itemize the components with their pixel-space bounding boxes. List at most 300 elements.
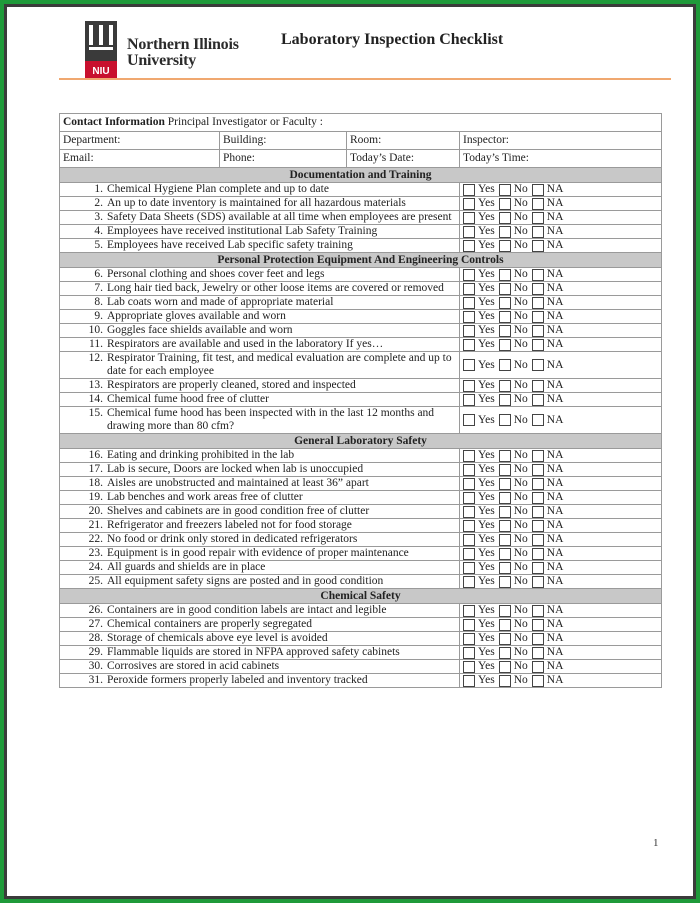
checkbox-yes[interactable] [463,633,475,645]
checkbox-no[interactable] [499,576,511,588]
answer-no-option[interactable] [499,491,528,504]
inspector-field[interactable] [460,132,662,150]
answer-na-option[interactable] [532,674,564,687]
section-header-row [60,253,662,268]
answer-no-option[interactable] [499,324,528,337]
option-label: No [513,618,528,630]
answer-yes-option[interactable] [463,414,495,427]
option-label: No [513,533,528,545]
checkbox-no[interactable] [499,450,511,462]
checkbox-yes[interactable] [463,492,475,504]
item-text: Peroxide formers properly labeled and inventory tracked [107,674,368,686]
option-label: NA [546,225,564,237]
answer-yes-option[interactable] [463,338,495,351]
item-number: 8. [94,296,103,308]
checkbox-yes[interactable] [463,548,475,560]
question-cell [60,296,460,310]
answer-yes-option[interactable] [463,183,495,196]
contact-cell[interactable] [60,114,662,132]
checkbox-na[interactable] [532,359,544,371]
option-label: Yes [478,324,495,336]
checkbox-no[interactable] [499,339,511,351]
answer-na-option[interactable] [532,197,564,210]
answer-yes-option[interactable] [463,505,495,518]
answer-no-option[interactable] [499,282,528,295]
answer-no-option[interactable] [499,296,528,309]
option-label: No [513,239,528,251]
option-label: NA [546,463,564,475]
item-text: An up to date inventory is maintained for all hazardous materials [107,197,406,209]
answer-yes-option[interactable] [463,225,495,238]
answer-cell [460,352,662,379]
answer-na-option[interactable] [532,477,564,490]
answer-na-option[interactable] [532,547,564,560]
item-number: 26. [88,604,103,616]
checkbox-na[interactable] [532,492,544,504]
item-text: Appropriate gloves available and worn [107,310,286,322]
question-cell [60,225,460,239]
checkbox-yes[interactable] [463,339,475,351]
checkbox-na[interactable] [532,269,544,281]
answer-yes-option[interactable] [463,359,495,372]
question-cell [60,407,460,434]
checkbox-no[interactable] [499,520,511,532]
answer-cell [460,561,662,575]
answer-na-option[interactable] [532,646,564,659]
checkbox-yes[interactable] [463,464,475,476]
answer-yes-option[interactable] [463,282,495,295]
item-text: All equipment safety signs are posted and in good condition [107,575,384,587]
checkbox-yes[interactable] [463,359,475,371]
date-field[interactable] [347,150,460,168]
option-label: No [513,324,528,336]
answer-cell [460,225,662,239]
answer-yes-option[interactable] [463,393,495,406]
checkbox-no[interactable] [499,675,511,687]
option-label: NA [546,197,564,209]
item-number: 4. [94,225,103,237]
question-cell [60,632,460,646]
checkbox-yes[interactable] [463,562,475,574]
checkbox-na[interactable] [532,633,544,645]
checkbox-yes[interactable] [463,325,475,337]
answer-yes-option[interactable] [463,547,495,560]
checklist-item-row [60,183,662,197]
checkbox-na[interactable] [532,226,544,238]
option-label: No [513,491,528,503]
answer-cell [460,338,662,352]
checkbox-no[interactable] [499,534,511,546]
answer-na-option[interactable] [532,632,564,645]
option-label: Yes [478,674,495,686]
checkbox-no[interactable] [499,506,511,518]
item-text: Eating and drinking prohibited in the lab [107,449,295,461]
item-text: Chemical containers are properly segregated [107,618,312,630]
answer-na-option[interactable] [532,268,564,281]
section-title: Personal Protection Equipment And Engineering Controls [60,253,662,268]
answer-cell [460,463,662,477]
answer-yes-option[interactable] [463,660,495,673]
item-text: Respirators are properly cleaned, stored and inspected [107,379,356,391]
checkbox-na[interactable] [532,562,544,574]
checkbox-na[interactable] [532,464,544,476]
answer-yes-option[interactable] [463,296,495,309]
checkbox-na[interactable] [532,605,544,617]
checkbox-no[interactable] [499,380,511,392]
answer-na-option[interactable] [532,660,564,673]
answer-na-option[interactable] [532,463,564,476]
option-label: Yes [478,239,495,251]
checkbox-yes[interactable] [463,297,475,309]
answer-yes-option[interactable] [463,604,495,617]
answer-yes-option[interactable] [463,561,495,574]
question-cell [60,338,460,352]
checkbox-na[interactable] [532,576,544,588]
checkbox-na[interactable] [532,297,544,309]
checkbox-no[interactable] [499,394,511,406]
item-number: 21. [88,519,103,531]
option-label: NA [546,358,564,371]
question-cell [60,561,460,575]
logo-badge-text: NIU [92,66,110,77]
checkbox-yes[interactable] [463,520,475,532]
option-label: NA [546,393,564,405]
checkbox-no[interactable] [499,548,511,560]
answer-yes-option[interactable] [463,197,495,210]
answer-na-option[interactable] [532,505,564,518]
answer-cell [460,533,662,547]
checkbox-yes[interactable] [463,184,475,196]
answer-no-option[interactable] [499,268,528,281]
answer-no-option[interactable] [499,660,528,673]
checkbox-na[interactable] [532,311,544,323]
checkbox-no[interactable] [499,359,511,371]
answer-no-option[interactable] [499,225,528,238]
section-header-row [60,589,662,604]
option-label: NA [546,604,564,616]
checkbox-na[interactable] [532,548,544,560]
answer-yes-option[interactable] [463,646,495,659]
answer-yes-option[interactable] [463,449,495,462]
answer-no-option[interactable] [499,338,528,351]
answer-yes-option[interactable] [463,211,495,224]
answer-no-option[interactable] [499,561,528,574]
checklist-item-row [60,519,662,533]
answer-no-option[interactable] [499,519,528,532]
checkbox-na[interactable] [532,450,544,462]
item-number: 31. [88,674,103,686]
checklist-item-row [60,197,662,211]
answer-na-option[interactable] [532,393,564,406]
option-label: NA [546,477,564,489]
checkbox-yes[interactable] [463,576,475,588]
checkbox-yes[interactable] [463,450,475,462]
answer-na-option[interactable] [532,491,564,504]
checkbox-no[interactable] [499,240,511,252]
answer-na-option[interactable] [532,225,564,238]
answer-no-option[interactable] [499,310,528,323]
option-label: Yes [478,604,495,616]
answer-na-option[interactable] [532,282,564,295]
section-title: General Laboratory Safety [60,434,662,449]
answer-no-option[interactable] [499,393,528,406]
logo-line-2: University [127,52,197,69]
answer-no-option[interactable] [499,183,528,196]
option-label: No [513,379,528,391]
checkbox-na[interactable] [532,506,544,518]
checkbox-na[interactable] [532,339,544,351]
answer-yes-option[interactable] [463,463,495,476]
answer-yes-option[interactable] [463,618,495,631]
checkbox-na[interactable] [532,414,544,426]
answer-na-option[interactable] [532,359,564,372]
checklist-item-row [60,660,662,674]
checkbox-na[interactable] [532,212,544,224]
answer-no-option[interactable] [499,505,528,518]
checkbox-no[interactable] [499,605,511,617]
answer-no-option[interactable] [499,477,528,490]
checkbox-yes[interactable] [463,240,475,252]
answer-yes-option[interactable] [463,310,495,323]
item-number: 29. [88,646,103,658]
option-label: No [513,296,528,308]
answer-na-option[interactable] [532,379,564,392]
answer-cell [460,183,662,197]
question-cell [60,324,460,338]
answer-na-option[interactable] [532,310,564,323]
answer-yes-option[interactable] [463,268,495,281]
answer-no-option[interactable] [499,646,528,659]
item-text: Lab is secure, Doors are locked when lab is unoccupied [107,463,364,475]
checkbox-no[interactable] [499,212,511,224]
checkbox-na[interactable] [532,675,544,687]
answer-na-option[interactable] [532,324,564,337]
checkbox-na[interactable] [532,661,544,673]
option-label: Yes [478,505,495,517]
question-cell [60,183,460,197]
checkbox-no[interactable] [499,325,511,337]
building-field[interactable] [220,132,347,150]
answer-yes-option[interactable] [463,324,495,337]
checkbox-na[interactable] [532,520,544,532]
checkbox-yes[interactable] [463,506,475,518]
checklist-item-row [60,225,662,239]
checkbox-yes[interactable] [463,394,475,406]
answer-na-option[interactable] [532,561,564,574]
checkbox-yes[interactable] [463,534,475,546]
checklist-item-row [60,282,662,296]
checkbox-no[interactable] [499,661,511,673]
answer-yes-option[interactable] [463,674,495,687]
checkbox-yes[interactable] [463,647,475,659]
question-cell [60,575,460,589]
answer-no-option[interactable] [499,604,528,617]
phone-field[interactable] [220,150,347,168]
checklist-item-row [60,646,662,660]
checkbox-yes[interactable] [463,283,475,295]
answer-yes-option[interactable] [463,379,495,392]
room-field[interactable] [347,132,460,150]
item-text: Chemical Hygiene Plan complete and up to date [107,183,329,195]
checkbox-yes[interactable] [463,619,475,631]
logo-line-1: Northern Illinois [127,36,239,53]
answer-yes-option[interactable] [463,491,495,504]
question-cell [60,674,460,688]
checkbox-na[interactable] [532,198,544,210]
item-text: Chemical fume hood free of clutter [107,393,269,405]
checkbox-no[interactable] [499,283,511,295]
answer-no-option[interactable] [499,414,528,427]
checkbox-no[interactable] [499,269,511,281]
checkbox-yes[interactable] [463,212,475,224]
option-label: Yes [478,393,495,405]
checkbox-na[interactable] [532,478,544,490]
answer-yes-option[interactable] [463,519,495,532]
answer-na-option[interactable] [532,575,564,588]
option-label: NA [546,268,564,280]
question-cell [60,505,460,519]
option-label: No [513,282,528,294]
checkbox-na[interactable] [532,240,544,252]
checkbox-yes[interactable] [463,661,475,673]
item-number: 30. [88,660,103,672]
checkbox-na[interactable] [532,325,544,337]
checklist-item-row [60,505,662,519]
answer-na-option[interactable] [532,338,564,351]
option-label: NA [546,296,564,308]
answer-na-option[interactable] [532,211,564,224]
option-label: NA [546,547,564,559]
answer-cell [460,296,662,310]
answer-no-option[interactable] [499,379,528,392]
answer-no-option[interactable] [499,547,528,560]
answer-no-option[interactable] [499,533,528,546]
answer-na-option[interactable] [532,533,564,546]
answer-no-option[interactable] [499,632,528,645]
option-label: No [513,463,528,475]
item-text: Corrosives are stored in acid cabinets [107,660,280,672]
question-cell [60,239,460,253]
answer-na-option[interactable] [532,449,564,462]
item-text: No food or drink only stored in dedicated refrigerators [107,533,358,545]
checkbox-yes[interactable] [463,478,475,490]
answer-no-option[interactable] [499,211,528,224]
option-label: No [513,197,528,209]
checkbox-yes[interactable] [463,675,475,687]
answer-no-option[interactable] [499,359,528,372]
answer-cell [460,547,662,561]
item-text: Containers are in good condition labels are intact and legible [107,604,387,616]
item-text: Shelves and cabinets are in good condition free of clutter [107,505,370,517]
item-text: Employees have received institutional Lab Safety Training [107,225,378,237]
option-label: No [513,358,528,371]
answer-na-option[interactable] [532,604,564,617]
checkbox-no[interactable] [499,311,511,323]
department-field[interactable] [60,132,220,150]
checkbox-yes[interactable] [463,414,475,426]
checkbox-na[interactable] [532,184,544,196]
option-label: Yes [478,575,495,587]
checklist-item-row [60,491,662,505]
answer-no-option[interactable] [499,463,528,476]
checklist-item-row [60,449,662,463]
answer-na-option[interactable] [532,519,564,532]
checklist-item-row [60,393,662,407]
option-label: No [513,646,528,658]
option-label: Yes [478,358,495,371]
question-cell [60,449,460,463]
answer-yes-option[interactable] [463,477,495,490]
checklist-item-row [60,379,662,393]
answer-na-option[interactable] [532,618,564,631]
checkbox-na[interactable] [532,619,544,631]
checkbox-na[interactable] [532,394,544,406]
item-number: 6. [94,268,103,280]
checkbox-no[interactable] [499,478,511,490]
checkbox-no[interactable] [499,464,511,476]
checkbox-no[interactable] [499,633,511,645]
checkbox-no[interactable] [499,647,511,659]
checkbox-no[interactable] [499,562,511,574]
time-field[interactable] [460,150,662,168]
answer-no-option[interactable] [499,197,528,210]
checkbox-yes[interactable] [463,311,475,323]
section-header-row [60,168,662,183]
checkbox-yes[interactable] [463,605,475,617]
answer-yes-option[interactable] [463,239,495,252]
option-label: Yes [478,197,495,209]
answer-yes-option[interactable] [463,632,495,645]
checkbox-yes[interactable] [463,269,475,281]
checkbox-na[interactable] [532,380,544,392]
answer-no-option[interactable] [499,618,528,631]
checkbox-na[interactable] [532,647,544,659]
answer-na-option[interactable] [532,239,564,252]
answer-cell [460,618,662,632]
checkbox-yes[interactable] [463,198,475,210]
checkbox-no[interactable] [499,198,511,210]
answer-no-option[interactable] [499,674,528,687]
email-field[interactable] [60,150,220,168]
option-label: No [513,660,528,672]
answer-no-option[interactable] [499,239,528,252]
answer-na-option[interactable] [532,414,564,427]
item-text: Long hair tied back, Jewelry or other loose items are covered or removed [107,282,444,294]
answer-yes-option[interactable] [463,533,495,546]
checkbox-no[interactable] [499,226,511,238]
checkbox-no[interactable] [499,414,511,426]
item-text: All guards and shields are in place [107,561,266,573]
answer-yes-option[interactable] [463,575,495,588]
item-number: 23. [88,547,103,559]
answer-no-option[interactable] [499,449,528,462]
checkbox-yes[interactable] [463,226,475,238]
answer-na-option[interactable] [532,183,564,196]
checkbox-yes[interactable] [463,380,475,392]
checkbox-na[interactable] [532,534,544,546]
answer-na-option[interactable] [532,296,564,309]
checkbox-no[interactable] [499,492,511,504]
checkbox-no[interactable] [499,184,511,196]
pi-label: Principal Investigator or Faculty : [167,116,323,128]
item-number: 3. [94,211,103,223]
checkbox-no[interactable] [499,297,511,309]
checkbox-na[interactable] [532,283,544,295]
answer-cell [460,393,662,407]
answer-cell [460,660,662,674]
answer-no-option[interactable] [499,575,528,588]
checkbox-no[interactable] [499,619,511,631]
